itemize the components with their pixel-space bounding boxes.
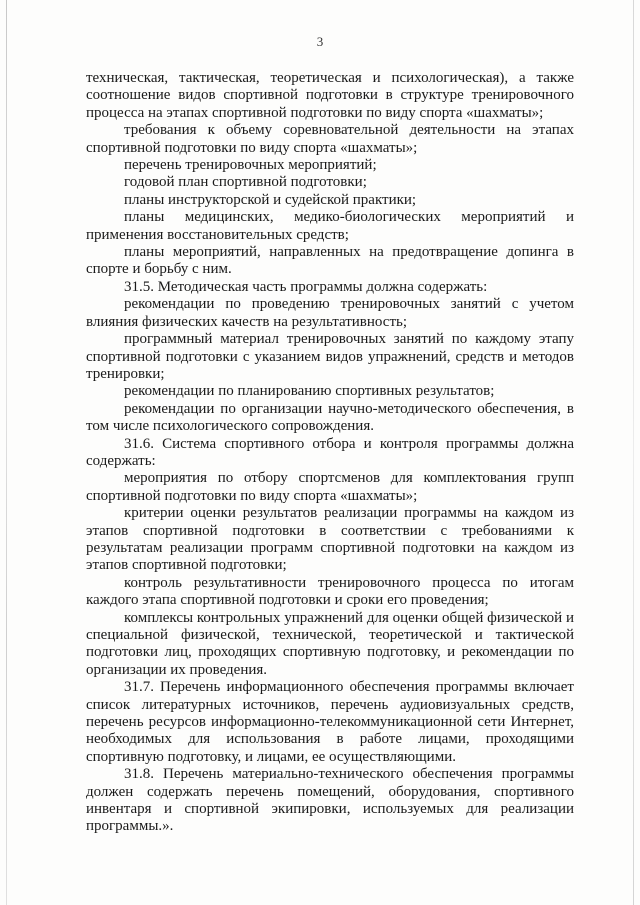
body-text xyxy=(86,70,574,836)
paragraph: критерии оценки результатов реализации программы на каждом из этапов спортивной подготовки в соответствии с требованиями к результатам реализации программ спортивной подготовки на каждом из этапов спортивной подготовки; xyxy=(86,505,574,574)
paragraph: планы мероприятий, направленных на предотвращение допинга в спорте и борьбу с ним. xyxy=(86,244,574,278)
paragraph: перечень тренировочных мероприятий; xyxy=(124,157,377,174)
page-number: 3 xyxy=(316,34,324,49)
scan-edge-left xyxy=(6,0,7,905)
paragraph: контроль результативности тренировочного процесса по итогам каждого этапа спортивной подготовки и сроки его проведения; xyxy=(86,574,574,609)
paragraph: рекомендации по планированию спортивных результатов; xyxy=(124,383,495,400)
paragraph: 31.5. Методическая часть программы должна содержать: xyxy=(124,278,488,295)
paragraph: годовой план спортивной подготовки; xyxy=(124,174,367,191)
scan-edge-right xyxy=(633,0,634,905)
paragraph: 31.8. Перечень материально-технического обеспечения программы должен содержать перечень помещений, оборудования, спортивного инвентаря и спортивной экипировки, используемых для реализации программы.». xyxy=(86,766,574,835)
paragraph: рекомендации по проведению тренировочных занятий с учетом влияния физических качеств на результативность; xyxy=(86,296,574,330)
paragraph: 31.6. Система спортивного отбора и контроля программы должна содержать: xyxy=(86,435,574,469)
paragraph: мероприятия по отбору спортсменов для комплектования групп спортивной подготовки по виду спорта «шахматы»; xyxy=(86,470,574,504)
paragraph: 31.7. Перечень информационного обеспечения программы включает список литературных источников, перечень аудиовизуальных средств, перечень ресурсов информационно-телекоммуникационной сети Интернет, необходимых для использования в работе лицами, проходящими спортивную подготовку, и лицами, ее осуществляющими. xyxy=(86,679,574,765)
paragraph: комплексы контрольных упражнений для оценки общей физической и специальной физической, технической, теоретической и тактической подготовки лиц, проходящих спортивную подготовку, и рекомендации по организации их проведения. xyxy=(86,609,574,678)
paragraph: программный материал тренировочных занятий по каждому этапу спортивной подготовки с указанием видов упражнений, средств и методов тренировки; xyxy=(86,331,574,382)
paragraph: планы медицинских, медико-биологических мероприятий и применения восстановительных средств; xyxy=(86,209,574,243)
paragraph: планы инструкторской и судейской практики; xyxy=(124,191,417,208)
paragraph: техническая, тактическая, теоретическая и психологическая), а также соотношение видов спортивной подготовки в структуре тренировочного процесса на этапах спортивной подготовки по виду спорта «шахматы»; xyxy=(86,70,574,121)
paragraph: рекомендации по организации научно-методического обеспечения, в том числе психологического сопровождения. xyxy=(86,400,574,435)
paragraph: требования к объему соревновательной деятельности на этапах спортивной подготовки по виду спорта «шахматы»; xyxy=(86,122,574,156)
